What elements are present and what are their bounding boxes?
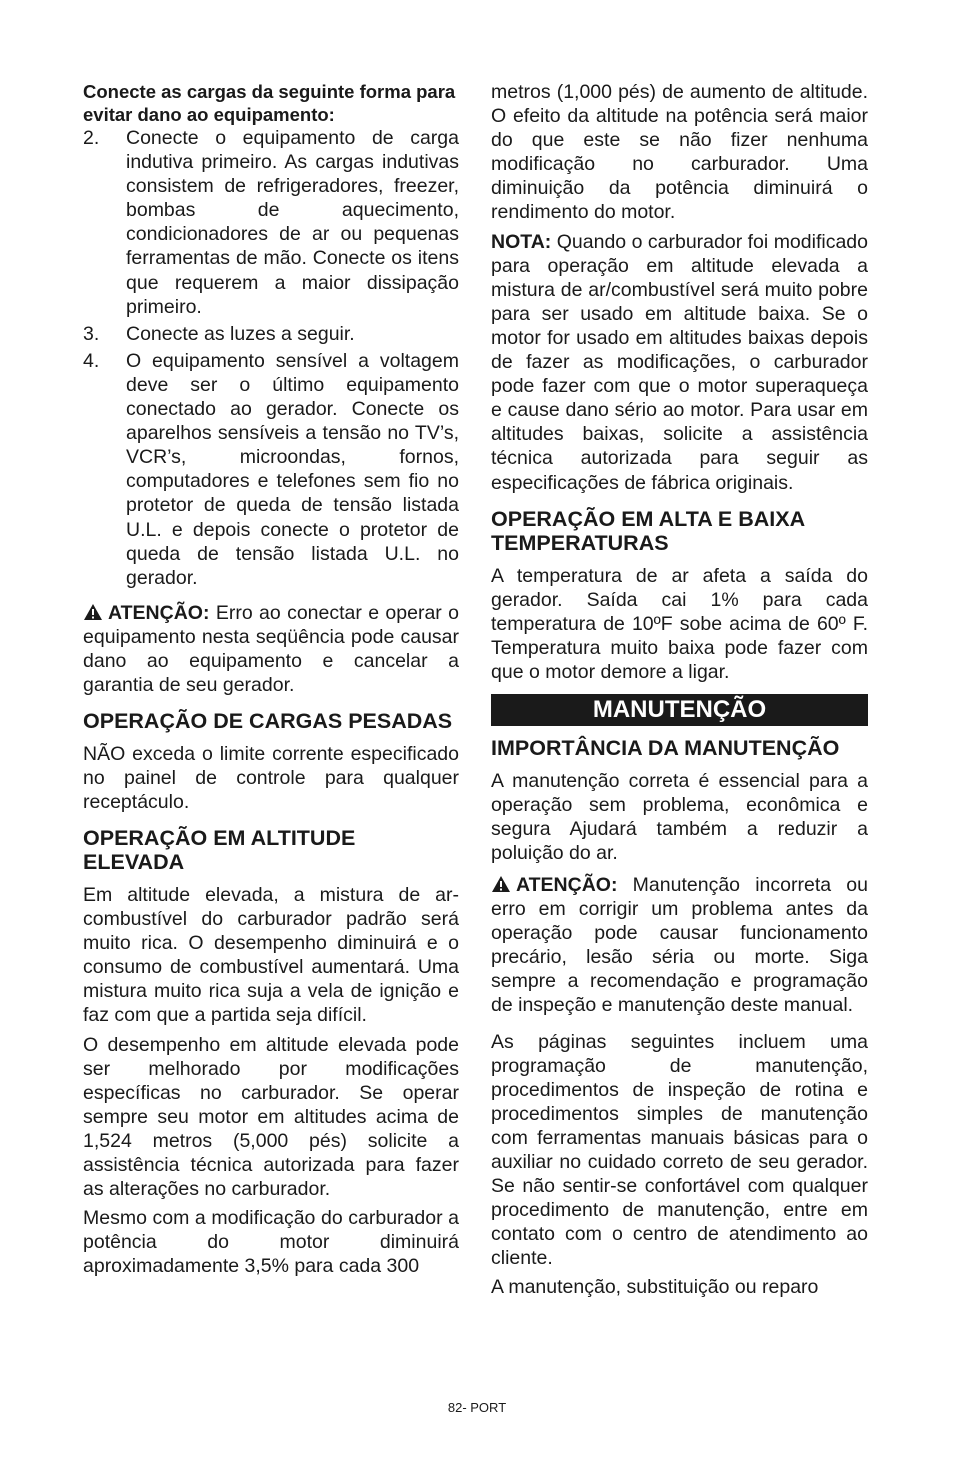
list-text: Conecte o equipamento de carga indutiva primeiro. As cargas indutivas consistem de refrigeradores, freezer, bombas de aquecimento, condicionadores de ar ou pequenas ferramentas de mão. Conecte os itens que requerem a maior dissipação primeiro. (126, 127, 459, 318)
altitude-paragraph-2: O desempenho em altitude elevada pode ser melhorado por modificações específicas no carburador. Se operar sempre seu motor em altitudes acima de 1,524 metros (5,000 pés) solicite a assistência técnica autorizada para fazer as alterações no carburador. (83, 1033, 459, 1201)
maintenance-section-banner: MANUTENÇÃO (491, 694, 868, 726)
warning-text: Erro ao conectar e operar o equipamento nesta seqüência pode causar dano ao equipamento e cancelar a garantia de seu gerador. (83, 601, 459, 697)
list-number: 3. (83, 322, 100, 345)
importance-text: A manutenção correta é essencial para a operação sem problema, econômica e segura Ajudará também a reduzir a poluição do ar. (491, 769, 868, 864)
warning-text: Manutenção incorreta ou erro em corrigir um problema antes da operação pode causar funcionamento precário, lesão séria ou morte. Siga sempre a recomendação e programação de inspeção e manutenção deste manual. (491, 873, 868, 1017)
list-number: 4. (83, 349, 100, 372)
warning-paragraph (491, 873, 868, 1018)
list-item (83, 126, 459, 319)
altitude-paragraph-3: Mesmo com a modificação do carburador a potência do motor diminuirá aproximadamente 3,5% para cada 300 (83, 1207, 459, 1278)
connection-steps-list (83, 126, 459, 590)
warning-paragraph (83, 601, 459, 697)
list-item (83, 322, 459, 346)
heavy-loads-heading: OPERAÇÃO DE CARGAS PESADAS (83, 709, 453, 734)
list-text: Conecte as luzes a seguir. (126, 322, 355, 345)
note-label: NOTA: (491, 230, 552, 253)
note-paragraph (491, 230, 868, 495)
heavy-loads-text: NÃO exceda o limite corrente especificado no painel de controle para qualquer receptáculo. (83, 742, 459, 813)
altitude-continued-text: metros (1,000 pés) de aumento de altitude. O efeito da altitude na potência será maior do que este se não fizer nenhuma modificação no carburador. Uma diminuição da potência diminuirá o rendimento do motor. (491, 81, 868, 224)
maintenance-last-line: A manutenção, substituição ou reparo (491, 1276, 819, 1299)
warning-triangle-icon (491, 875, 511, 893)
following-pages-text: As páginas seguintes incluem uma programação de manutenção, procedimentos de inspeção de rotina e procedimentos simples de manutenção com ferramentas manuais básicas para o auxiliar no cuidado correto de seu gerador. Se não sentir-se confortável com qualquer procedimento de manutenção, entre em contato com o centro de atendimento ao cliente. (491, 1030, 868, 1270)
temperature-heading: OPERAÇÃO EM ALTA E BAIXA TEMPERATURAS (491, 506, 805, 556)
list-text: O equipamento sensível a voltagem deve ser o último equipamento conectado ao gerador. Conecte os aparelhos sensíveis a tensão no TV’s, VCR’s, microondas, fornos, computadores e telefones sem fio no protetor de queda de tensão listada U.L. e depois conecte o protetor de queda de tensão listada U.L. no gerador. (126, 349, 459, 589)
altitude-paragraph-1: Em altitude elevada, a mistura de ar-combustível do carburador padrão será muito rica. O desempenho diminuirá e o consumo de combustível aumentará. Uma mistura muito rica suja a vela de ignição e faz com que a partida seja difícil. (83, 883, 459, 1027)
warning-label: ATENÇÃO: (108, 601, 210, 624)
right-column (491, 80, 868, 1300)
importance-heading: IMPORTÂNCIA DA MANUTENÇÃO (491, 736, 840, 761)
temperature-text: A temperatura de ar afeta a saída do gerador. Saída cai 1% para cada temperatura de 10ºF sobe acima de 60º F. Temperatura muito baixa pode fazer com que o motor demore a ligar. (491, 564, 868, 683)
note-text: Quando o carburador foi modificado para operação em altitude elevada a mistura de ar/combustível será muito pobre para ser usado em altitude baixa. Se o motor for usado em altitudes baixas depois de fazer as modificações, o carburador pode fazer com que o motor superaqueça e cause dano sério ao motor. Para usar em altitudes baixas, solicite a assistência técnica autorizada para seguir as especificações de fábrica originais. (491, 230, 868, 494)
intro-text: Conecte as cargas da seguinte forma para evitar dano ao equipamento: (83, 81, 456, 125)
warning-label: ATENÇÃO: (516, 873, 618, 896)
list-item (83, 349, 459, 590)
left-column (83, 80, 459, 1278)
page-number: 82- PORT (447, 1400, 507, 1415)
warning-triangle-icon (83, 603, 103, 621)
list-number: 2. (83, 127, 100, 149)
altitude-heading: OPERAÇÃO EM ALTITUDE ELEVADA (83, 825, 356, 875)
